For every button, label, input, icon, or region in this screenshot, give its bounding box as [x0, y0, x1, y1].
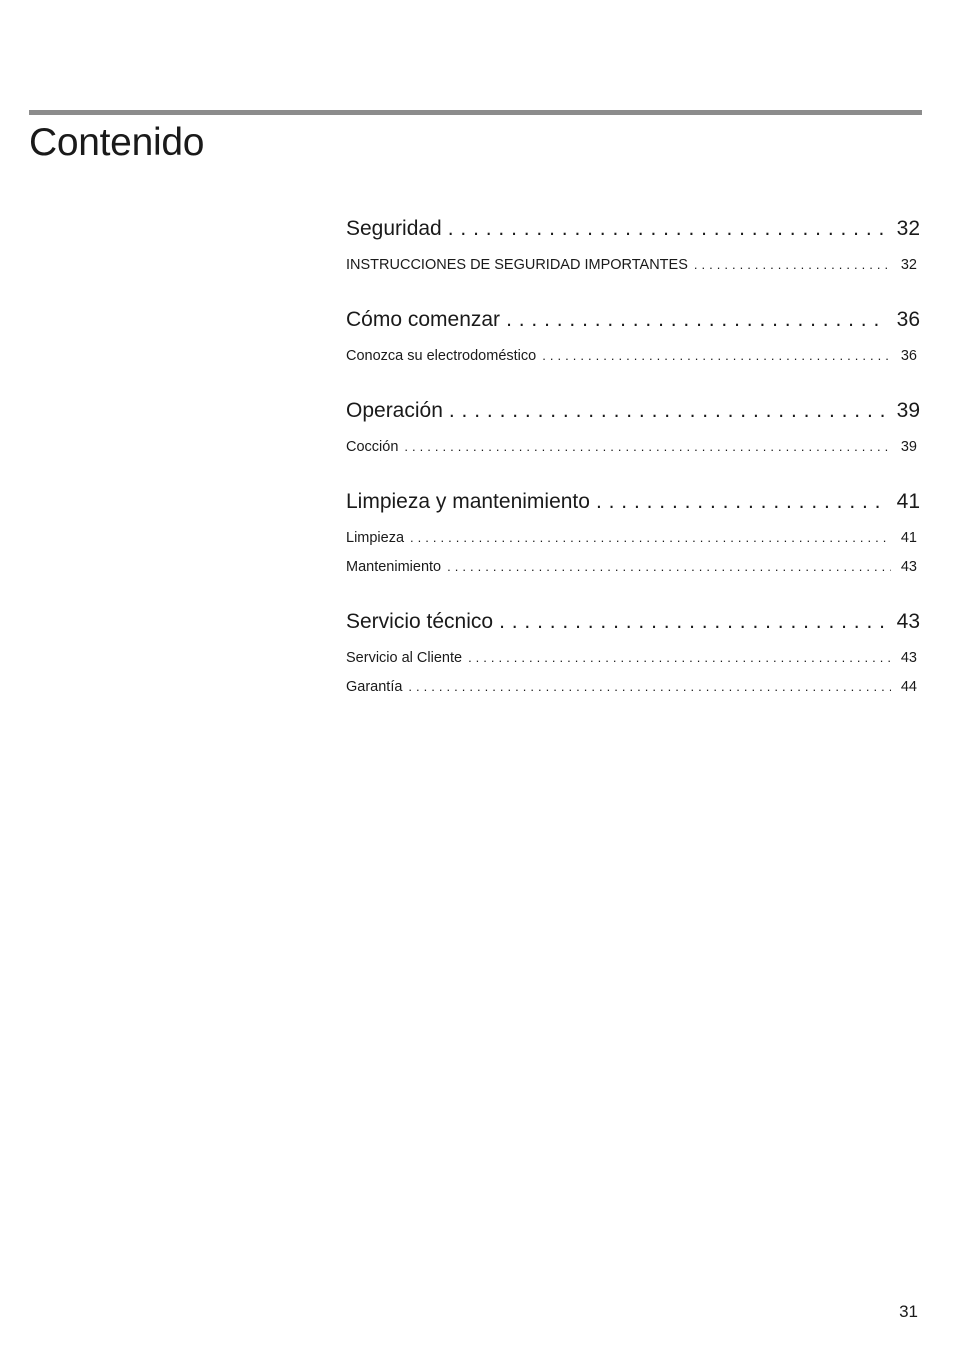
table-of-contents: [346, 210, 920, 723]
header-rule: [29, 110, 922, 115]
toc-subentry-page: 41: [900, 530, 917, 546]
dot-leader: [542, 341, 891, 370]
dot-leader: [404, 432, 891, 461]
dot-leader: [499, 603, 888, 641]
toc-section-servicio-tecnico: [346, 603, 920, 701]
toc-section-limpieza-mantenimiento: [346, 483, 920, 581]
toc-entry[interactable]: [346, 210, 920, 248]
dot-leader: [410, 523, 891, 552]
toc-subentry-label: Garantía: [346, 679, 403, 695]
toc-section-seguridad: [346, 210, 920, 279]
toc-entry-label: Servicio técnico: [346, 610, 494, 633]
toc-subentry[interactable]: [346, 341, 920, 370]
toc-entry-page: 32: [896, 217, 920, 240]
toc-entry-label: Cómo comenzar: [346, 308, 501, 331]
toc-entry[interactable]: [346, 301, 920, 339]
dot-leader: [449, 392, 888, 430]
toc-entry-page: 43: [896, 610, 920, 633]
page-title: Contenido: [29, 121, 205, 164]
toc-subentry[interactable]: [346, 432, 920, 461]
toc-subentry-label: Mantenimiento: [346, 559, 442, 575]
dot-leader: [408, 672, 891, 701]
toc-subentry-label: Conozca su electrodoméstico: [346, 348, 537, 364]
toc-entry-label: Operación: [346, 399, 443, 422]
toc-subentry-label: INSTRUCCIONES DE SEGURIDAD IMPORTANTES: [346, 257, 688, 273]
toc-section-operacion: [346, 392, 920, 461]
toc-subentry-page: 43: [900, 650, 917, 666]
dot-leader: [447, 552, 891, 581]
toc-entry-label: Seguridad: [346, 217, 442, 240]
page-number: 31: [899, 1302, 918, 1321]
toc-entry[interactable]: [346, 392, 920, 430]
dot-leader: [506, 301, 888, 339]
toc-subentry[interactable]: [346, 552, 920, 581]
toc-subentry[interactable]: [346, 523, 920, 552]
dot-leader: [448, 210, 888, 248]
toc-entry[interactable]: [346, 603, 920, 641]
toc-subentry[interactable]: [346, 643, 920, 672]
toc-subentry-page: 36: [900, 348, 917, 364]
toc-entry[interactable]: [346, 483, 920, 521]
toc-subentry[interactable]: [346, 250, 920, 279]
toc-entry-page: 36: [896, 308, 920, 331]
dot-leader: [694, 250, 891, 279]
toc-subentry-label: Servicio al Cliente: [346, 650, 463, 666]
toc-entry-page: 41: [896, 490, 920, 513]
toc-subentry-page: 39: [900, 439, 917, 455]
toc-entry-label: Limpieza y mantenimiento: [346, 490, 590, 513]
toc-subentry-page: 32: [900, 257, 917, 273]
toc-subentry-page: 43: [900, 559, 917, 575]
toc-subentry-label: Limpieza: [346, 530, 405, 546]
toc-entry-page: 39: [896, 399, 920, 422]
toc-subentry-page: 44: [900, 679, 917, 695]
toc-subentry[interactable]: [346, 672, 920, 701]
toc-section-como-comenzar: [346, 301, 920, 370]
dot-leader: [468, 643, 891, 672]
dot-leader: [596, 483, 888, 521]
toc-subentry-label: Cocción: [346, 439, 399, 455]
